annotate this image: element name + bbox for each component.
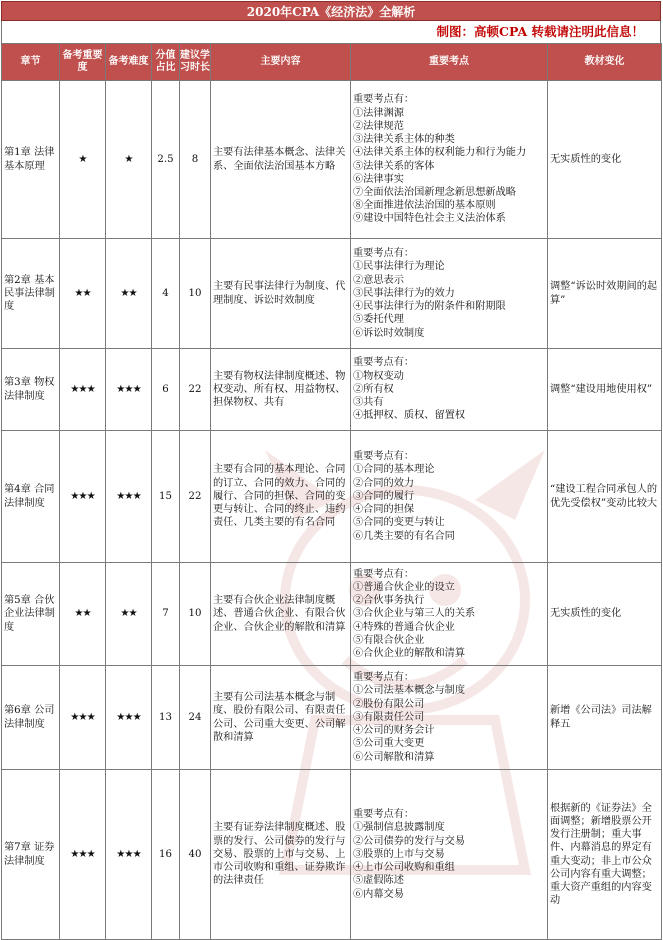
content-cell: 主要有民事法律行为制度、代理制度、诉讼时效制度: [211, 239, 351, 349]
importance-stars: ★: [60, 81, 106, 239]
changes-cell: 调整“诉讼时效期间的起算”: [548, 239, 662, 349]
points-cell: [351, 431, 548, 563]
importance-stars: ★★: [60, 563, 106, 666]
col-changes: 教材变化: [548, 44, 662, 81]
col-importance: 备考重要度: [60, 44, 106, 81]
point-item: ⑤虚假陈述: [353, 875, 404, 887]
table-row: [2, 666, 662, 770]
point-item: ⑤合同的变更与转让: [353, 517, 445, 529]
content-cell: 主要有合同的基本理论、合同的订立、合同的效力、合同的履行、合同的担保、合同的变更与转让、合同的终止、违约责任、几类主要的有名合同: [211, 431, 351, 563]
point-item: ④民事法律行为的附条件和附期限: [353, 301, 506, 313]
point-item: ③合伙企业与第三人的关系: [353, 608, 476, 620]
point-item: ②合伙事务执行: [353, 595, 425, 607]
col-hours: 建议学习时长: [180, 44, 211, 81]
difficulty-stars: ★★: [106, 239, 152, 349]
content-cell: 主要有公司法基本概念与制度、股份有限公司、有限责任公司、公司重大变更、公司解散和清算: [211, 666, 351, 770]
col-difficulty: 备考难度: [106, 44, 152, 81]
point-item: ②法律规范: [353, 120, 404, 132]
point-item: ⑤公司重大变更: [353, 738, 425, 750]
content-cell: 主要有法律基本概念、法律关系、全面依法治国基本方略: [211, 81, 351, 239]
changes-cell: 新增《公司法》司法解释五: [548, 666, 662, 770]
points-cell: [351, 239, 548, 349]
importance-stars: ★★★: [60, 770, 106, 940]
point-item: ⑤法律关系的客体: [353, 160, 435, 172]
point-item: ①物权变动: [353, 370, 404, 382]
point-item: ①民事法律行为理论: [353, 261, 445, 273]
point-item: 重要考点有：: [353, 248, 415, 260]
difficulty-stars: ★★★: [106, 431, 152, 563]
point-item: ⑥合伙企业的解散和清算: [353, 648, 466, 659]
point-item: ⑤有限合伙企业: [353, 634, 425, 646]
chapter-cell: 第3章 物权法律制度: [2, 349, 60, 431]
score-cell: 13: [152, 666, 180, 770]
point-item: 重要考点有：: [353, 568, 415, 580]
col-points: 重要考点: [351, 44, 548, 81]
difficulty-stars: ★★★: [106, 770, 152, 940]
importance-stars: ★★★: [60, 349, 106, 431]
points-cell: [351, 81, 548, 239]
difficulty-stars: ★: [106, 81, 152, 239]
point-item: ③共有: [353, 397, 384, 409]
hours-cell: 22: [180, 431, 211, 563]
point-item: ⑥公司解散和清算: [353, 751, 435, 763]
point-item: ④上市公司收购和重组: [353, 862, 455, 874]
point-item: ①公司法基本概念与制度: [353, 685, 466, 697]
point-item: ③法律关系主体的种类: [353, 134, 455, 146]
chapter-cell: 第1章 法律基本原理: [2, 81, 60, 239]
point-item: 重要考点有：: [353, 672, 415, 684]
table-row: [2, 349, 662, 431]
importance-stars: ★★: [60, 239, 106, 349]
changes-cell: 根据新的《证券法》全面调整；新增股票公开发行注册制；重大事件、内幕消息的界定有重大变动；非上市公众公司内容有重大调整；重大资产重组的内容变动: [548, 770, 662, 940]
chapter-cell: 第7章 证券法律制度: [2, 770, 60, 940]
score-cell: 15: [152, 431, 180, 563]
point-item: 重要考点有：: [353, 94, 415, 106]
point-item: ⑦全面依法治国新理念新思想新战略: [353, 186, 516, 198]
hours-cell: 8: [180, 81, 211, 239]
point-item: ④抵押权、质权、留置权: [353, 410, 466, 422]
content-cell: 主要有合伙企业法律制度概述、普通合伙企业、有限合伙企业、合伙企业的解散和清算: [211, 563, 351, 666]
header-row: [2, 44, 662, 81]
col-chapter: 章节: [2, 44, 60, 81]
hours-cell: 10: [180, 563, 211, 666]
point-item: ③合同的履行: [353, 490, 415, 502]
score-cell: 4: [152, 239, 180, 349]
hours-cell: 40: [180, 770, 211, 940]
chapter-cell: 第2章 基本民事法律制度: [2, 239, 60, 349]
point-item: ②合同的效力: [353, 477, 415, 489]
point-item: ⑥诉讼时效制度: [353, 327, 425, 339]
score-cell: 6: [152, 349, 180, 431]
point-item: ⑥法律事实: [353, 173, 404, 185]
changes-cell: “建设工程合同承包人的优先受偿权”变动比较大: [548, 431, 662, 563]
point-item: ⑥内幕交易: [353, 888, 404, 900]
point-item: ④法律关系主体的权利能力和行为能力: [353, 147, 527, 159]
point-item: ②所有权: [353, 383, 394, 395]
importance-stars: ★★★: [60, 666, 106, 770]
changes-cell: 无实质性的变化: [548, 81, 662, 239]
hours-cell: 24: [180, 666, 211, 770]
point-item: ④合同的担保: [353, 504, 415, 516]
point-item: ②意思表示: [353, 274, 404, 286]
chapter-cell: 第6章 公司法律制度: [2, 666, 60, 770]
point-item: ①合同的基本理论: [353, 464, 435, 476]
chapter-cell: 第4章 合同法律制度: [2, 431, 60, 563]
point-item: ⑥几类主要的有名合同: [353, 530, 455, 542]
point-item: ②公司债券的发行与交易: [353, 835, 466, 847]
points-cell: [351, 770, 548, 940]
points-cell: [351, 666, 548, 770]
point-item: ①强制信息披露制度: [353, 822, 445, 834]
point-item: ⑧全面推进依法治国的基本原则: [353, 200, 496, 212]
points-cell: [351, 563, 548, 666]
chapter-cell: 第5章 合伙企业法律制度: [2, 563, 60, 666]
score-cell: 2.5: [152, 81, 180, 239]
content-cell: 主要有物权法律制度概述、物权变动、所有权、用益物权、担保物权、共有: [211, 349, 351, 431]
point-item: ①法律渊源: [353, 107, 404, 119]
point-item: 重要考点有：: [353, 809, 415, 821]
score-cell: 7: [152, 563, 180, 666]
hours-cell: 10: [180, 239, 211, 349]
table-row: [2, 563, 662, 666]
point-item: ②股份有限公司: [353, 698, 425, 710]
hours-cell: 22: [180, 349, 211, 431]
chapter-table: [1, 43, 662, 940]
point-item: ③股票的上市与交易: [353, 848, 445, 860]
point-item: ④公司的财务会计: [353, 725, 435, 737]
table-row: [2, 770, 662, 940]
table-row: [2, 239, 662, 349]
point-item: 重要考点有：: [353, 451, 415, 463]
difficulty-stars: ★★★: [106, 349, 152, 431]
point-item: ③有限责任公司: [353, 711, 425, 723]
col-content: 主要内容: [211, 44, 351, 81]
credit-note: 制图：高顿CPA 转载请注明此信息！: [1, 21, 661, 43]
importance-stars: ★★★: [60, 431, 106, 563]
point-item: ④特殊的普通合伙企业: [353, 621, 455, 633]
point-item: ⑤委托代理: [353, 314, 404, 326]
table-row: [2, 81, 662, 239]
point-item: 重要考点有：: [353, 357, 415, 369]
changes-cell: 无实质性的变化: [548, 563, 662, 666]
point-item: ③民事法律行为的效力: [353, 287, 455, 299]
point-item: ①普通合伙企业的设立: [353, 581, 455, 593]
score-cell: 16: [152, 770, 180, 940]
content-cell: 主要有证券法律制度概述、股票的发行、公司债券的发行与交易、股票的上市与交易、上市公司收购和重组、证券欺诈的法律责任: [211, 770, 351, 940]
point-item: ⑨建设中国特色社会主义法治体系: [353, 213, 506, 225]
points-cell: [351, 349, 548, 431]
table-row: [2, 431, 662, 563]
difficulty-stars: ★★: [106, 563, 152, 666]
difficulty-stars: ★★★: [106, 666, 152, 770]
sheet-title: 2020年CPA《经济法》全解析: [1, 1, 661, 21]
changes-cell: 调整“建设用地使用权”: [548, 349, 662, 431]
col-score: 分值占比: [152, 44, 180, 81]
